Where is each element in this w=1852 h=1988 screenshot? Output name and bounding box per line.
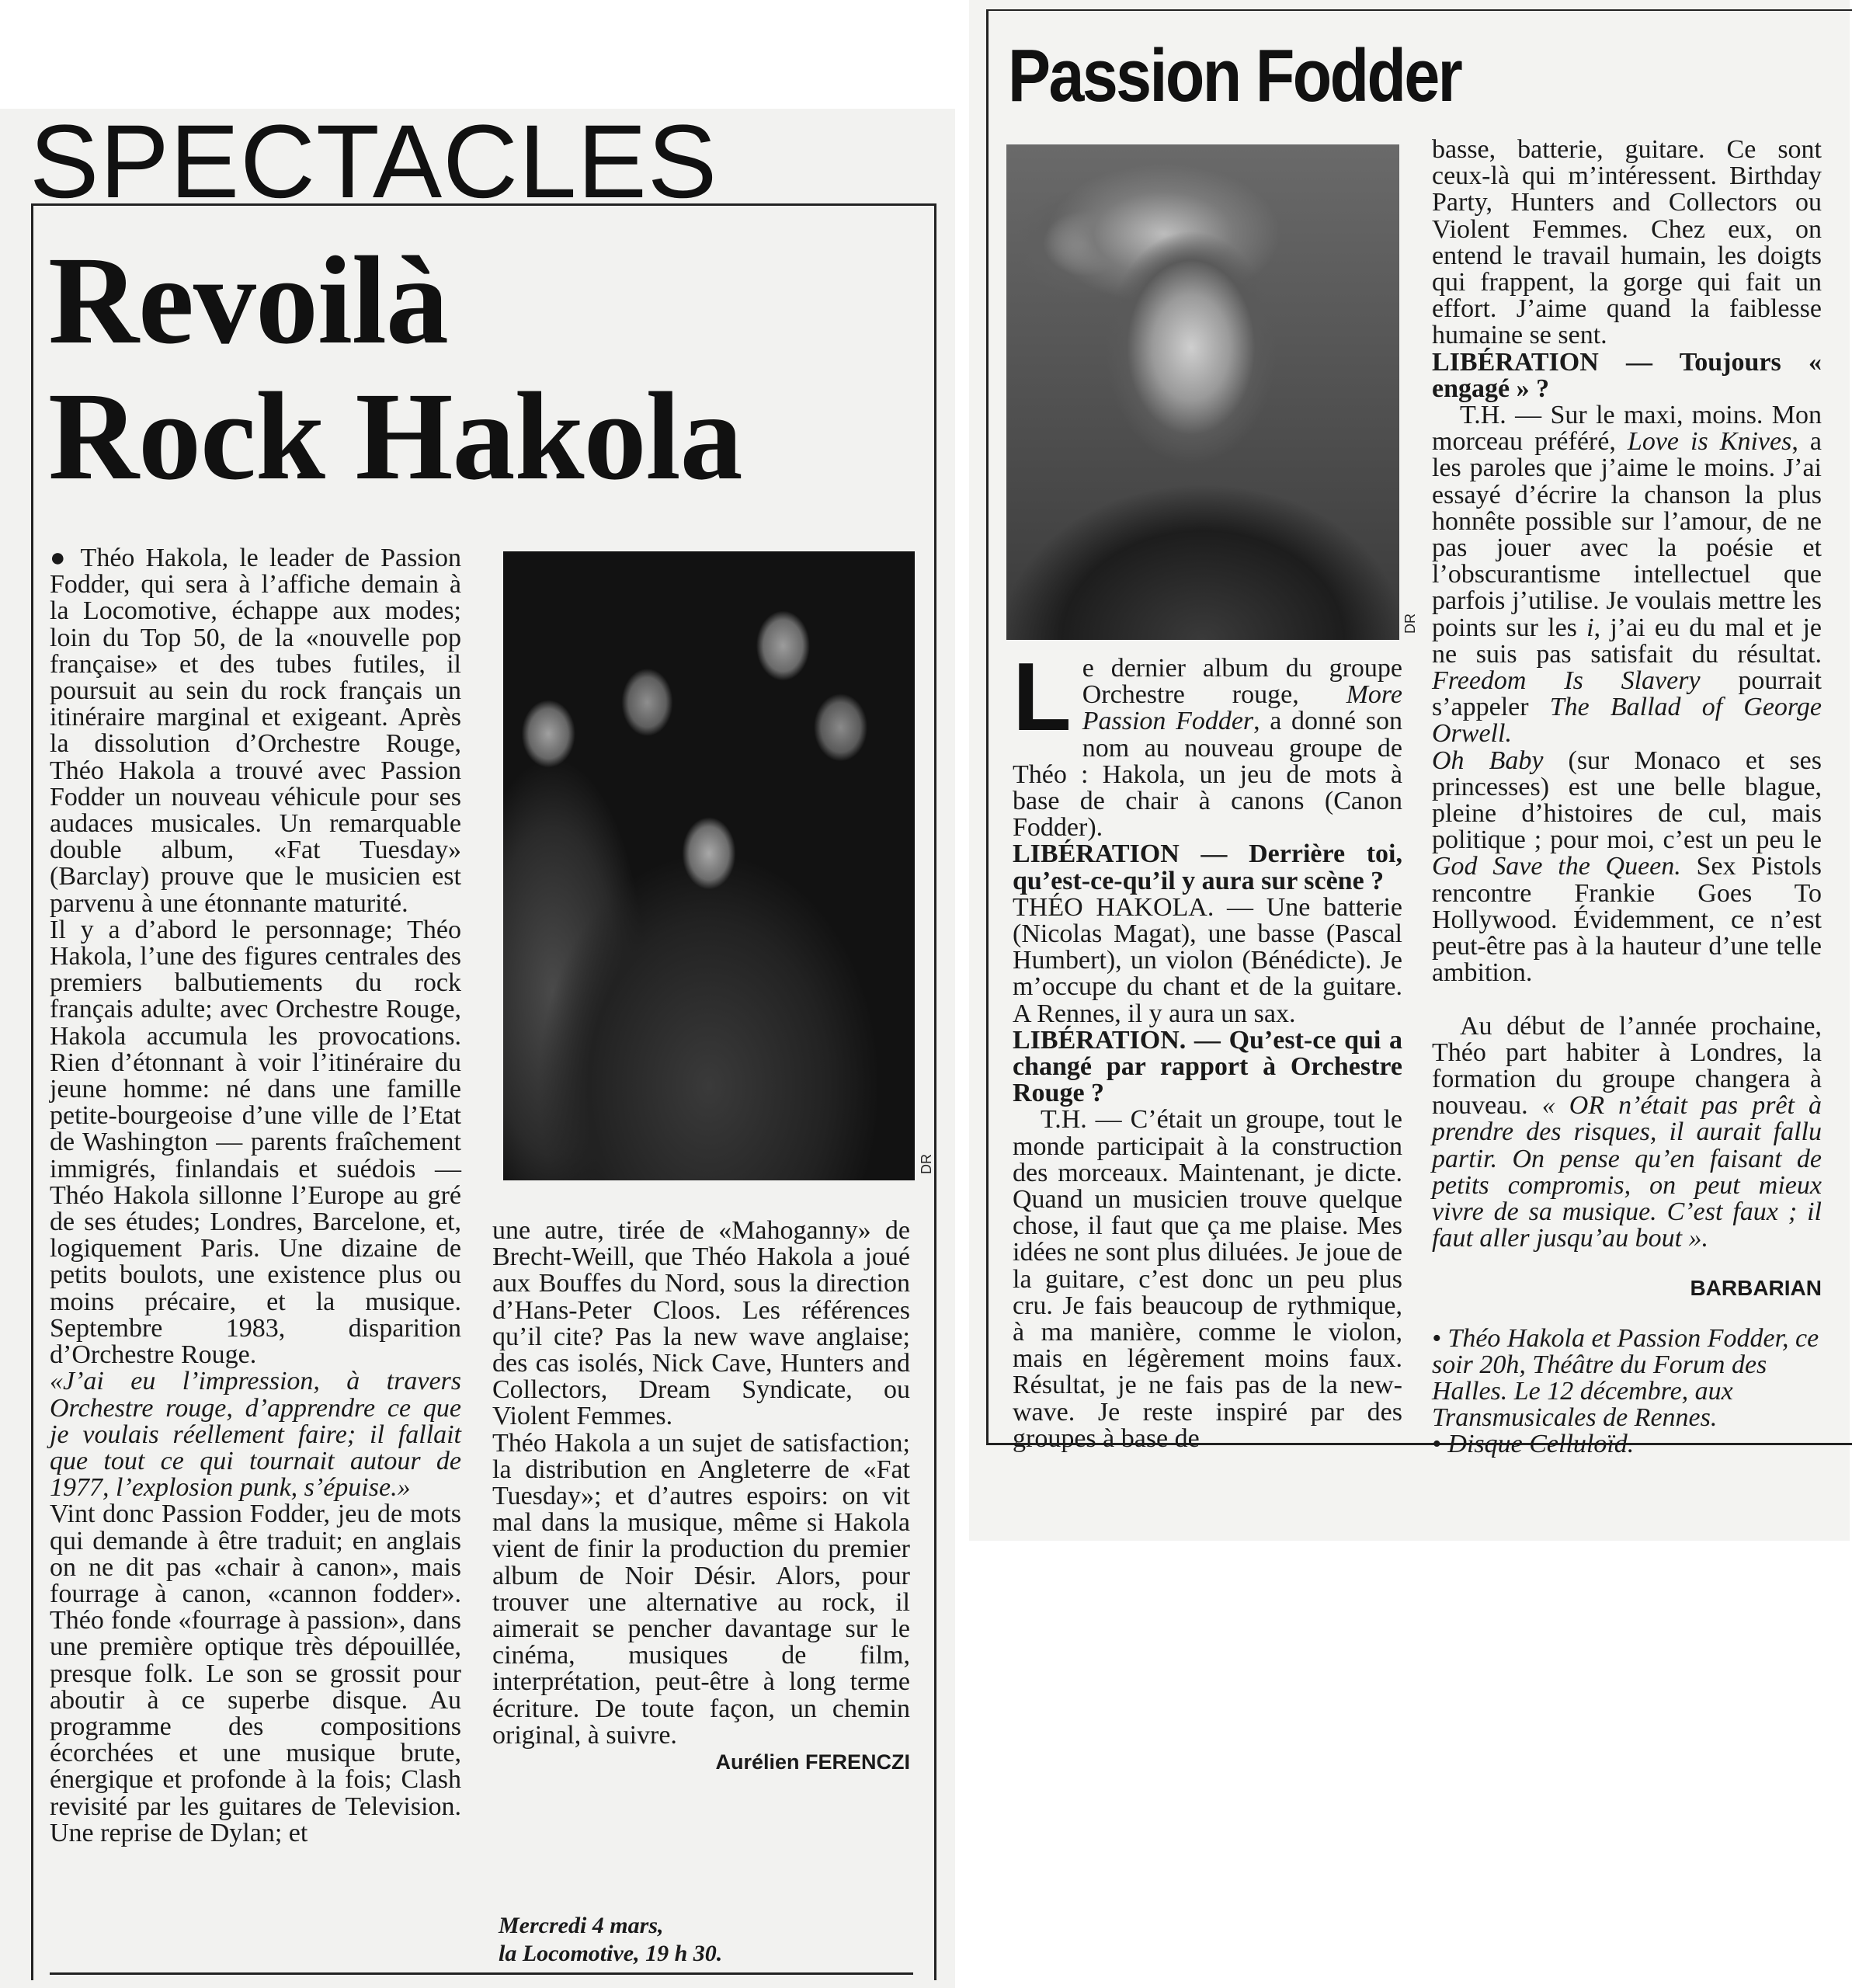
interview-answer-continued: basse, batterie, guitare. Ce sont ceux-là qui m’intéressent. Birthday Party, Hunters and Collectors ou Violent Femmes. Chez eux, on entend le travail humain, les doigts qui frappent, la gorge qui fait un effort. J’aime quand la faiblesse humaine se sent. (1432, 135, 1822, 350)
bottom-rule (50, 1972, 913, 1975)
paragraph: Théo Hakola a un sujet de satisfaction; la distribution en Angleterre de «Fat Tuesday»; et d’autres espoirs: on vit mal dans la musique, même si Hakola vient de finir la production du premier album de Noir Désir. Alors, pour trouver une alternative au rock, il aimerait se pencher davantage sur le cinéma, musiques de film, interprétation, peut-être à long terme écriture. De toute façon, un chemin original, à suivre. (492, 1428, 910, 1750)
paragraph: Il y a d’abord le personnage; Théo Hakola, l’une des figures centrales des premiers balbutiements du rock français adulte; avec Orchestre Rouge, Hakola accumula les provocations. Rien d’étonnant à voir l’itinéraire du jeune homme: né dans une famille petite-bourgeoise d’une ville de l’Etat de Washington — parents fraîchement immigrés, finlandais et suédois — Théo Hakola sillonne l’Europe au gré de ses études; Londres, Barcelone, et, logiquement Paris. Une dizaine de petits boulots, une existence plus ou moins précaire, et la musique. Septembre 1983, disparition d’Orchestre Rouge. (50, 915, 461, 1370)
event-info: • Théo Hakola et Passion Fodder, ce soir 20h, Théâtre du Forum des Halles. Le 12 décembre, aux Transmusicales de Rennes. (1432, 1323, 1819, 1433)
band-photo (503, 551, 915, 1180)
right-article-column-2 (1432, 135, 1822, 1459)
author-byline: Aurélien FERENCZI (715, 1750, 910, 1774)
paragraph: Vint donc Passion Fodder, jeu de mots qui demande à être traduit; en anglais on ne dit pas «chair à canon», mais fourrage à canon, «cannon fodder». Théo fonde «fourrage à passion», dans une première optique très dépouillée, presque folk. Le son se grossit pour aboutir à ce superbe disque. Au programme des compositions écorchées et une musique brute, énergique et profonde à la fois; Clash revisité par les guitares de Television. Une reprise de Dylan; et (50, 1500, 461, 1847)
portrait-photo (1006, 144, 1399, 640)
section-heading: SPECTACLES (30, 104, 718, 220)
interview-question: LIBÉRATION — Derrière toi, qu’est-ce-qu’il y aura sur scène ? (1013, 839, 1402, 895)
event-info: • Disque Celluloïd. (1432, 1430, 1635, 1459)
interview-question: LIBÉRATION — Toujours « engagé » ? (1432, 347, 1822, 403)
right-article-column-1 (1013, 644, 1403, 1453)
closing-paragraph: Au début de l’année prochaine, Théo part habiter à Londres, la formation du groupe changera à nouveau. « OR n’était pas prêt à prendre des risques, il aurait fallu partir. On pense qu’en faisant de petits compromis, on peut mieux vivre de sa musique. C’est faux ; il faut aller jusqu’au bout ». (1432, 1011, 1822, 1253)
drop-cap: L (1013, 644, 1072, 751)
event-dateline (499, 1912, 918, 1968)
interview-question: LIBÉRATION. — Qu’est-ce qui a changé par rapport à Orchestre Rouge ? (1013, 1025, 1402, 1108)
paragraph: une autre, tirée de «Mahoganny» de Brecht-Weill, que Théo Hakola a joué aux Bouffes du Nord, sous la direction d’Hans-Peter Cloos. Les références qu’il cite? Pas la new wave anglaise; des cas isolés, Nick Cave, Hunters and Collectors, Dream Syndicate, ou Violent Femmes. (492, 1216, 910, 1431)
interview-answer: THÉO HAKOLA. — Une batterie (Nicolas Magat), une basse (Pascal Humbert), un violon (Bénédicte). Je m’occupe du chant et de la guitare. A Rennes, il y aura un sax. (1013, 892, 1403, 1028)
photo-credit: DR (1402, 613, 1418, 634)
right-headline: Passion Fodder (1008, 34, 1461, 117)
left-headline (48, 233, 933, 505)
paragraph: ● Théo Hakola, le leader de Passion Fodder, qui sera à l’affiche demain à la Locomotive, échappe aux modes; loin du Top 50, de la «nouvelle pop française» et des tubes futiles, il poursuit au sein du rock français un itinéraire marginal et exigeant. Après la dissolution d’Orchestre Rouge, Théo Hakola a trouvé avec Passion Fodder un nouveau véhicule pour ses audaces musicales. Un remarquable double album, «Fat Tuesday» (Barclay) prouve que le musicien est parvenu à une étonnante maturité. (50, 544, 461, 918)
left-article-column-1 (50, 545, 461, 1958)
left-article-column-2 (492, 1218, 910, 1924)
interview-answer: Oh Baby (sur Monaco et ses princesses) est une belle blague, pleine d’histoires de cul, mais politique ; pour moi, c’est un peu le God Save the Queen. Sex Pistols rencontre Frankie Goes To Hollywood. Évidemment, ce n’est peut-être pas à la hauteur d’une telle ambition. (1432, 746, 1822, 988)
headline-line-2: Rock Hakola (48, 367, 742, 506)
intro-paragraph: Le dernier album du groupe Orchestre rouge, More Passion Fodder, a donné son nom au nouveau groupe de Théo : Hakola, un jeu de mots à base de chair à canons (Canon Fodder). (1013, 644, 1402, 843)
photo-credit: DR (919, 1154, 934, 1174)
quote-paragraph: «J’ai eu l’impression, à travers Orchestre rouge, d’apprendre ce que je voulais réellement faire; il fallait que tout ce qui tournait autour de 1977, l’explosion punk, s’épuise.» (50, 1367, 461, 1503)
interview-answer: T.H. — Sur le maxi, moins. Mon morceau préféré, Love is Knives, a les paroles que j’aime le moins. J’ai essayé d’écrire la chanson la plus honnête possible sur l’amour, de ne pas jouer avec la poésie et l’obscurantisme intellectuel que parfois j’utilise. Je voulais mettre les points sur les i, j’ai eu du mal et je ne suis pas satisfait du résultat. Freedom Is Slavery pourrait s’appeler The Ballad of George Orwell. (1432, 401, 1822, 749)
headline-line-1: Revoilà (48, 231, 448, 370)
dateline-line-2: la Locomotive, 19 h 30. (499, 1941, 723, 1966)
dateline-line-1: Mercredi 4 mars, (499, 1913, 664, 1938)
author-signature: BARBARIAN (1690, 1276, 1822, 1301)
interview-answer: T.H. — C’était un groupe, tout le monde participait à la construction des morceaux. Maintenant, je dicte. Quand un musicien trouve quelque chose, il faut que ça me plaise. Mes idées ne sont plus diluées. Je joue de la guitare, c’est donc un peu plus cru. Je fais beaucoup de rythmique, à ma manière, comme le violon, mais en légèrement moins faux. Résultat, je ne fais pas de la new-wave. Je reste inspiré par des groupes à base de (1013, 1105, 1402, 1453)
